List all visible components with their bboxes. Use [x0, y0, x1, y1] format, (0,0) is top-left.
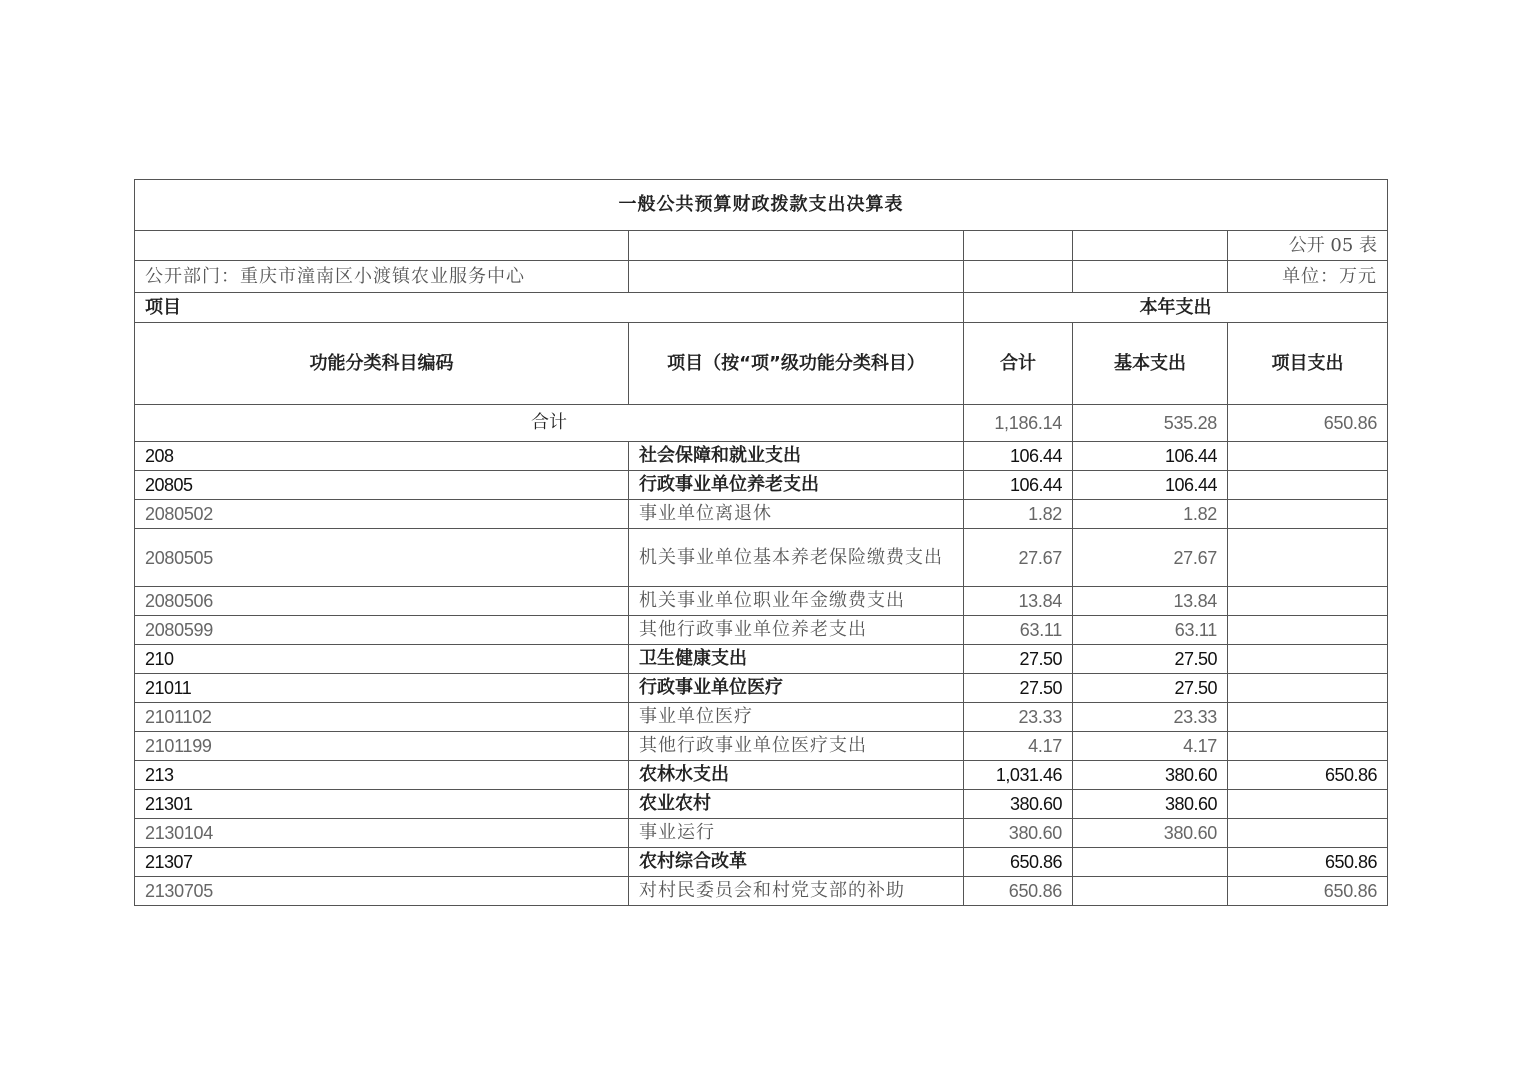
row-total: 106.44 [964, 442, 1073, 471]
row-code: 2130104 [135, 819, 629, 848]
row-total: 380.60 [964, 790, 1073, 819]
blank-cell [629, 231, 964, 261]
total-row-project: 650.86 [1228, 405, 1388, 442]
header-item: 项目（按“项”级功能分类科目） [629, 323, 964, 405]
blank-cell [135, 231, 629, 261]
row-code: 2080599 [135, 616, 629, 645]
row-name: 事业单位医疗 [629, 703, 964, 732]
row-code: 2130705 [135, 877, 629, 906]
blank-cell [1073, 231, 1228, 261]
row-name: 其他行政事业单位医疗支出 [629, 732, 964, 761]
row-name: 社会保障和就业支出 [629, 442, 964, 471]
row-project [1228, 471, 1388, 500]
header-basic: 基本支出 [1073, 323, 1228, 405]
row-code: 2080505 [135, 529, 629, 587]
row-name: 农业农村 [629, 790, 964, 819]
table-row [135, 761, 1388, 790]
row-code: 2101199 [135, 732, 629, 761]
row-total: 63.11 [964, 616, 1073, 645]
row-project: 650.86 [1228, 848, 1388, 877]
row-basic: 380.60 [1073, 819, 1228, 848]
table-row [135, 732, 1388, 761]
header-total: 合计 [964, 323, 1073, 405]
row-basic: 23.33 [1073, 703, 1228, 732]
row-project [1228, 500, 1388, 529]
row-code: 21011 [135, 674, 629, 703]
row-code: 21301 [135, 790, 629, 819]
row-code: 208 [135, 442, 629, 471]
row-code: 213 [135, 761, 629, 790]
blank-cell [964, 231, 1073, 261]
row-basic: 27.67 [1073, 529, 1228, 587]
unit-label: 单位：万元 [1228, 261, 1388, 293]
table-row [135, 674, 1388, 703]
row-total: 1.82 [964, 500, 1073, 529]
row-project [1228, 703, 1388, 732]
row-project [1228, 819, 1388, 848]
row-name: 行政事业单位养老支出 [629, 471, 964, 500]
row-basic: 380.60 [1073, 761, 1228, 790]
row-project [1228, 616, 1388, 645]
page-title: 一般公共预算财政拨款支出决算表 [135, 180, 1388, 231]
row-total: 650.86 [964, 877, 1073, 906]
row-total: 23.33 [964, 703, 1073, 732]
row-project [1228, 790, 1388, 819]
blank-cell [964, 261, 1073, 293]
table-row [135, 500, 1388, 529]
table-row [135, 848, 1388, 877]
expense-table [134, 179, 1388, 906]
row-total: 4.17 [964, 732, 1073, 761]
row-name: 卫生健康支出 [629, 645, 964, 674]
row-code: 210 [135, 645, 629, 674]
table-row [135, 790, 1388, 819]
table-row [135, 819, 1388, 848]
row-name: 行政事业单位医疗 [629, 674, 964, 703]
row-project [1228, 645, 1388, 674]
row-project [1228, 674, 1388, 703]
table-row [135, 645, 1388, 674]
row-basic [1073, 877, 1228, 906]
row-total: 27.50 [964, 674, 1073, 703]
row-name: 农村综合改革 [629, 848, 964, 877]
row-total: 106.44 [964, 471, 1073, 500]
row-name: 农林水支出 [629, 761, 964, 790]
row-total: 27.67 [964, 529, 1073, 587]
row-name: 事业运行 [629, 819, 964, 848]
row-name: 其他行政事业单位养老支出 [629, 616, 964, 645]
row-project [1228, 442, 1388, 471]
table-row [135, 616, 1388, 645]
table-row [135, 587, 1388, 616]
row-basic: 1.82 [1073, 500, 1228, 529]
table-row [135, 703, 1388, 732]
row-code: 2080506 [135, 587, 629, 616]
row-basic: 106.44 [1073, 471, 1228, 500]
row-basic: 63.11 [1073, 616, 1228, 645]
table-row [135, 529, 1388, 587]
row-basic: 27.50 [1073, 645, 1228, 674]
row-name: 事业单位离退休 [629, 500, 964, 529]
row-basic: 106.44 [1073, 442, 1228, 471]
header-current-year: 本年支出 [964, 293, 1388, 323]
header-project: 项目 [135, 293, 964, 323]
row-code: 21307 [135, 848, 629, 877]
table-row [135, 442, 1388, 471]
row-total: 13.84 [964, 587, 1073, 616]
header-code: 功能分类科目编码 [135, 323, 629, 405]
blank-cell [1073, 261, 1228, 293]
row-project: 650.86 [1228, 761, 1388, 790]
row-basic: 380.60 [1073, 790, 1228, 819]
total-row-basic: 535.28 [1073, 405, 1228, 442]
blank-cell [629, 261, 964, 293]
row-project: 650.86 [1228, 877, 1388, 906]
row-basic: 13.84 [1073, 587, 1228, 616]
department-label: 公开部门：重庆市潼南区小渡镇农业服务中心 [135, 261, 629, 293]
table-row [135, 877, 1388, 906]
total-row-total: 1,186.14 [964, 405, 1073, 442]
row-basic [1073, 848, 1228, 877]
row-project [1228, 732, 1388, 761]
form-number: 公开 05 表 [1228, 231, 1388, 261]
row-name: 对村民委员会和村党支部的补助 [629, 877, 964, 906]
row-project [1228, 587, 1388, 616]
row-total: 1,031.46 [964, 761, 1073, 790]
row-name: 机关事业单位基本养老保险缴费支出 [629, 529, 964, 587]
row-code: 2080502 [135, 500, 629, 529]
row-basic: 4.17 [1073, 732, 1228, 761]
row-code: 20805 [135, 471, 629, 500]
row-code: 2101102 [135, 703, 629, 732]
row-total: 27.50 [964, 645, 1073, 674]
row-total: 380.60 [964, 819, 1073, 848]
header-project-expense: 项目支出 [1228, 323, 1388, 405]
table-row [135, 471, 1388, 500]
row-basic: 27.50 [1073, 674, 1228, 703]
row-total: 650.86 [964, 848, 1073, 877]
row-name: 机关事业单位职业年金缴费支出 [629, 587, 964, 616]
total-row-label: 合计 [135, 405, 964, 442]
row-project [1228, 529, 1388, 587]
